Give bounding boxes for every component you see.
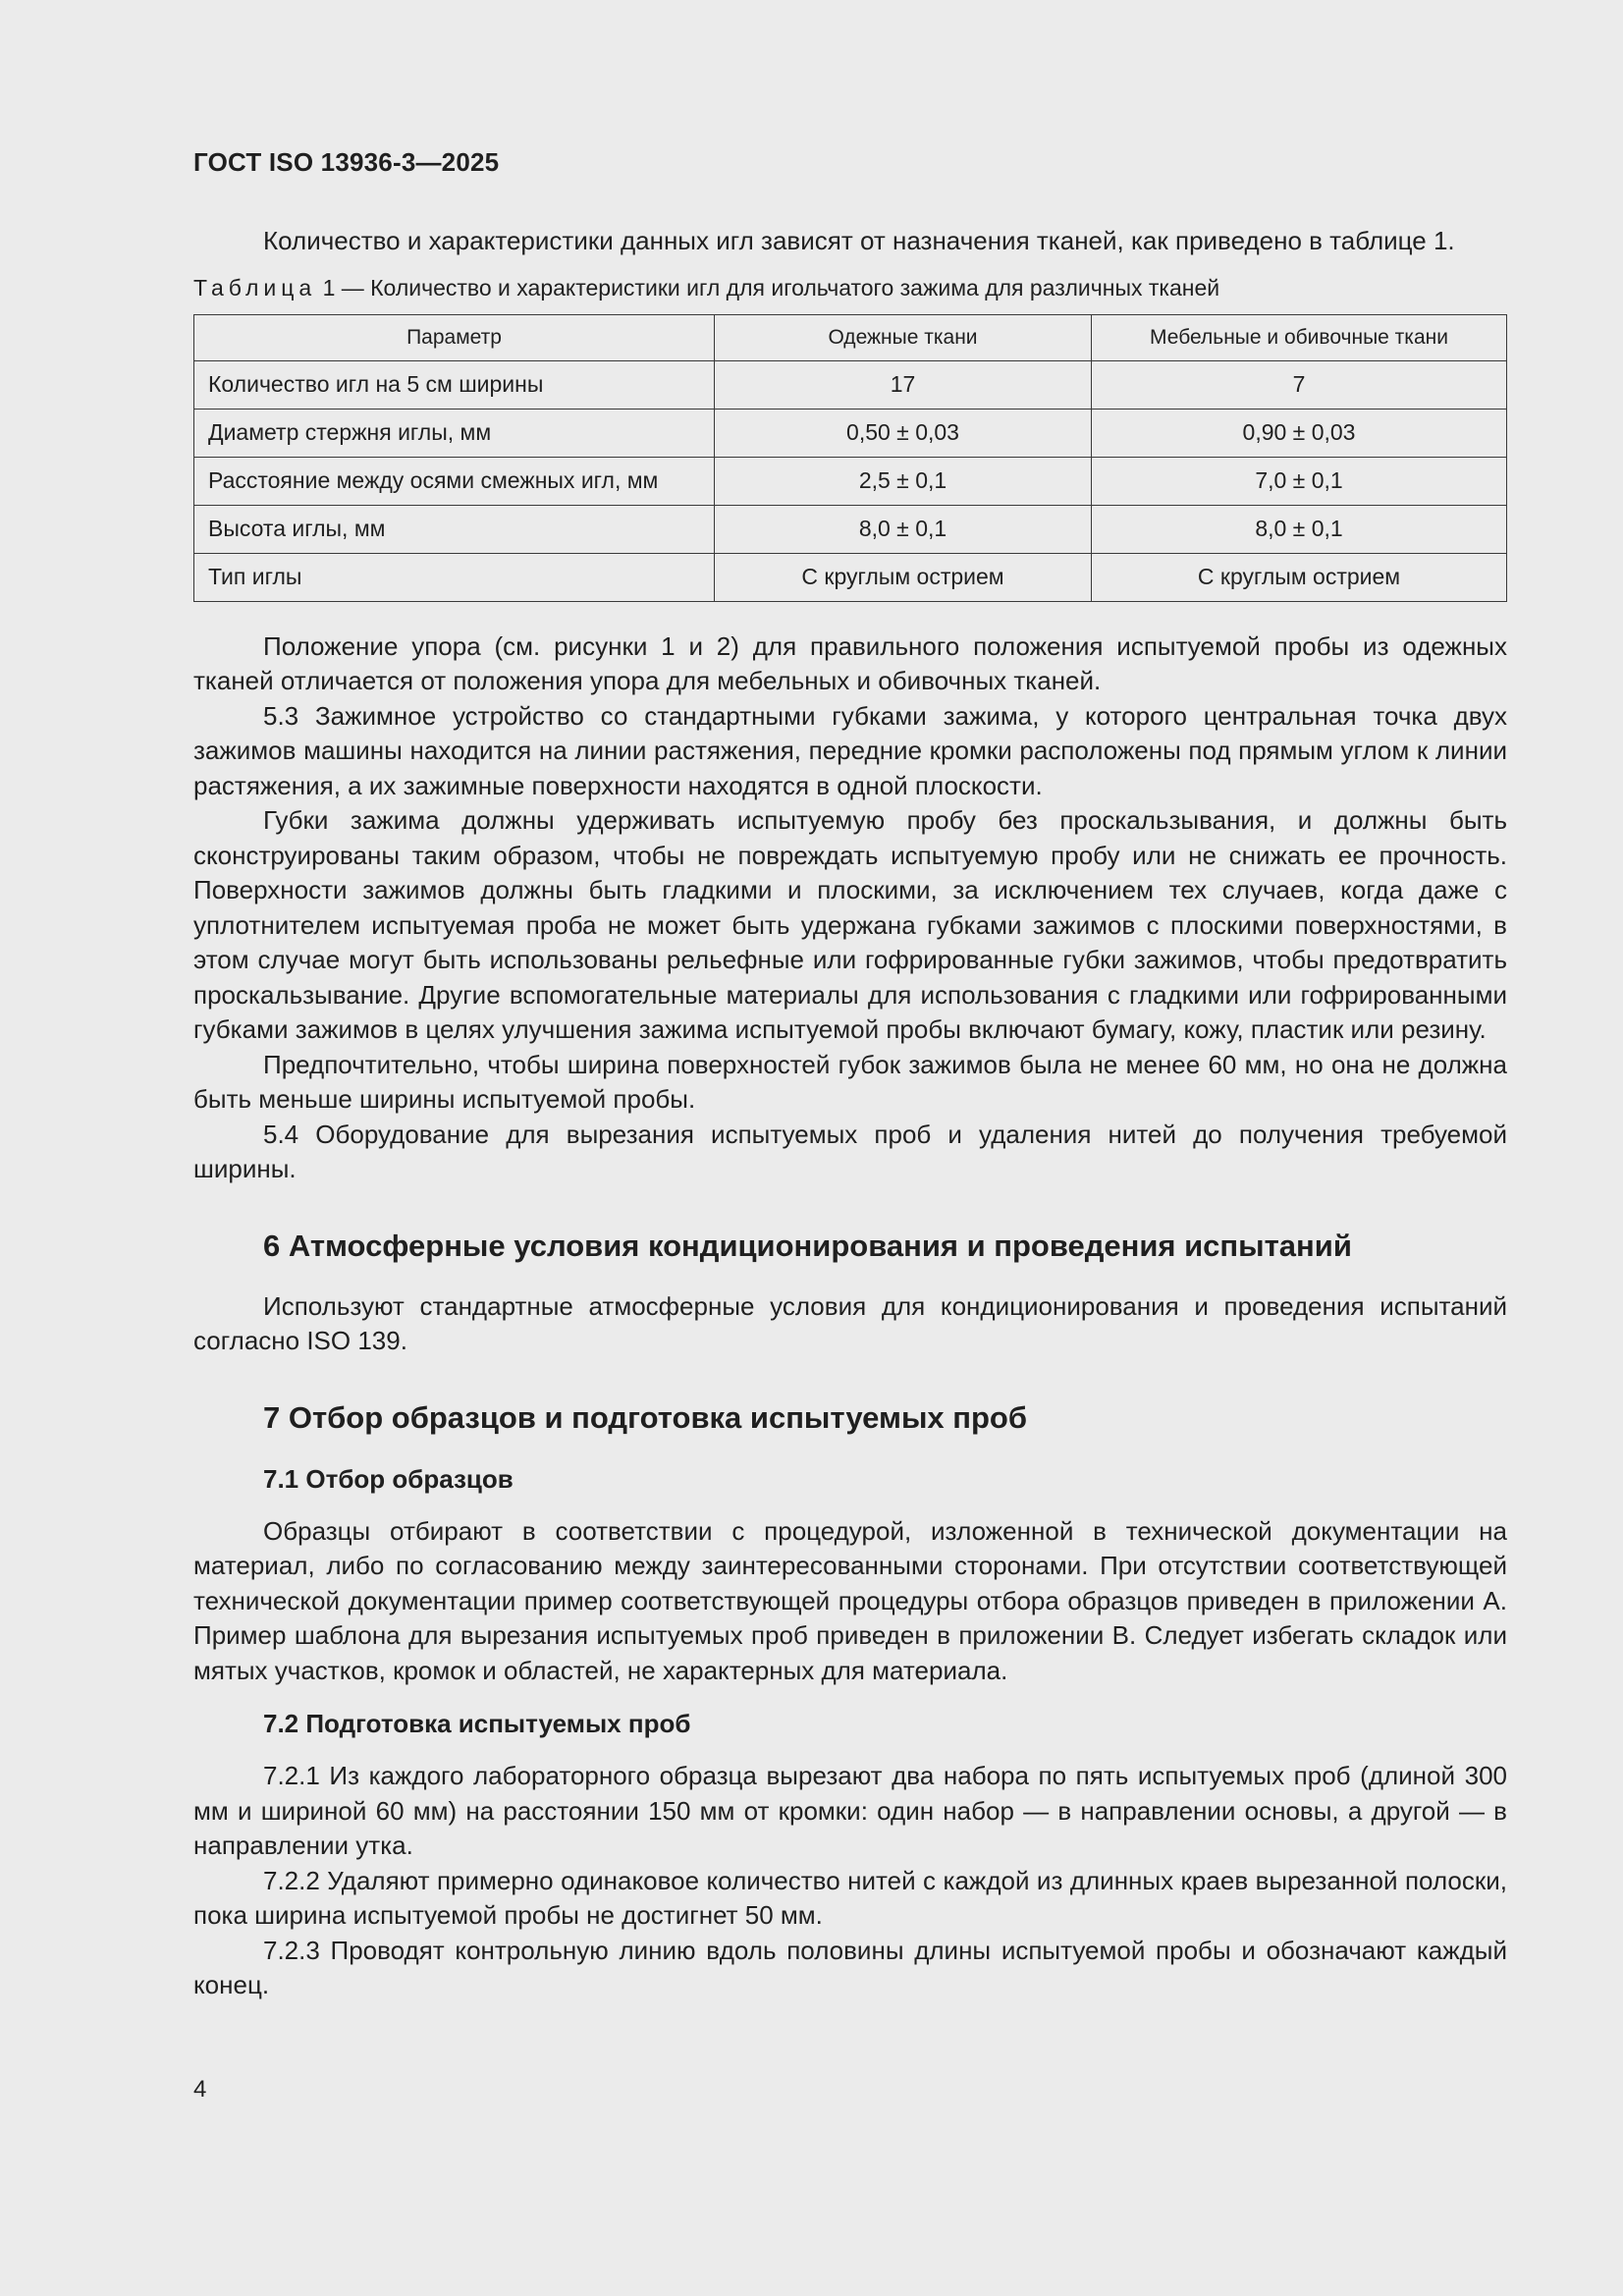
section-6-paragraph: Используют стандартные атмосферные условия для кондиционирования и проведения испытаний согласно ISO 139. [193,1290,1507,1355]
table-caption-text: 1 — Количество и характеристики игл для игольчатого зажима для различных тканей [316,274,1220,301]
page-number: 4 [193,2076,207,2103]
table-cell: 7,0 ± 0,1 [1092,457,1507,505]
table-cell: 0,90 ± 0,03 [1092,409,1507,457]
stop-position-paragraph: Положение упора (см. рисунки 1 и 2) для правильного положения испытуемой пробы из одежных тканей отличается от положения упора для мебельных и обивочных тканей. [193,630,1507,695]
table-header-cell: Параметр [194,314,715,360]
table-cell: Тип иглы [194,553,715,601]
table-cell: Высота иглы, мм [194,505,715,553]
clamp-jaws-paragraph: Губки зажима должны удерживать испытуемую пробу без проскальзывания, и должны быть сконструированы таким образом, чтобы не повреждать испытуемую пробу или не снижать ее прочность. Поверхности зажимов должны быть гладкими и плоскими, за исключением тех случаев, когда даже с уплотнителем испытуемая проба не может быть удержана губками зажимов с плоскими поверхностями, в этом случае могут быть использованы рельефные или гофрированные губки зажимов, чтобы предотвратить проскальзывание. Другие вспомогательные материалы для использования с гладкими или гофрированными губками зажимов в целях улучшения зажима испытуемой пробы включают бумагу, кожу, пластик или резину. [193,805,1507,1044]
section-7-heading: 7 Отбор образцов и подготовка испытуемых проб [263,1399,1028,1435]
table-cell: 17 [715,360,1092,409]
table-caption [193,273,1507,302]
table-row [194,360,1507,409]
table-cell: Диаметр стержня иглы, мм [194,409,715,457]
clause-7-2-1-paragraph: 7.2.1 Из каждого лабораторного образца вырезают два набора по пять испытуемых проб (длиной 300 мм и шириной 60 мм) на расстоянии 150 мм от кромки: один набор — в направлении основы, а другой — в направлении утка. [193,1761,1507,1860]
intro-paragraph: Количество и характеристики данных игл зависят от назначения тканей, как приведено в таблице 1. [263,226,1455,255]
table-cell: 8,0 ± 0,1 [715,505,1092,553]
section-6-heading: 6 Атмосферные условия кондиционирования и проведения испытаний [263,1228,1352,1263]
jaw-width-paragraph: Предпочтительно, чтобы ширина поверхностей губок зажимов была не менее 60 мм, но она не должна быть меньше ширины испытуемой пробы. [193,1049,1507,1114]
table-cell: 7 [1092,360,1507,409]
table-row [194,553,1507,601]
table-cell: Количество игл на 5 см ширины [194,360,715,409]
table-caption-label: Таблица [193,274,317,301]
subsection-7-2-heading: 7.2 Подготовка испытуемых проб [263,1709,691,1738]
clause-5-3-paragraph: 5.3 Зажимное устройство со стандартными губками зажима, у которого центральная точка двух зажимов машины находится на линии растяжения, передние кромки расположены под прямым углом к линии растяжения, а их зажимные поверхности находятся в одной плоскости. [193,700,1507,800]
table-header-row [194,314,1507,360]
document-body [193,224,1507,2003]
subsection-7-1-paragraph: Образцы отбирают в соответствии с процедурой, изложенной в технической документации на материал, либо по согласованию между заинтересованными сторонами. При отсутствии соответствующей технической документации пример соответствующей процедуры отбора образцов приведен в приложении А. Пример шаблона для вырезания испытуемых проб приведен в приложении В. Следует избегать складок или мятых участков, кромок и областей, не характерных для материала. [193,1515,1507,1685]
table-row [194,505,1507,553]
table-header-cell: Одежные ткани [715,314,1092,360]
clause-5-4-paragraph: 5.4 Оборудование для вырезания испытуемых проб и удаления нитей до получения требуемой ширины. [193,1119,1507,1183]
table-cell: 0,50 ± 0,03 [715,409,1092,457]
table-header-cell: Мебельные и обивочные ткани [1092,314,1507,360]
needle-parameters-table [193,314,1507,602]
table-cell: 2,5 ± 0,1 [715,457,1092,505]
table-row [194,457,1507,505]
table-cell: С круглым острием [715,553,1092,601]
table-cell: 8,0 ± 0,1 [1092,505,1507,553]
subsection-7-1-heading: 7.1 Отбор образцов [263,1463,514,1494]
clause-7-2-2-paragraph: 7.2.2 Удаляют примерно одинаковое количество нитей с каждой из длинных краев вырезанной полоски, пока ширина испытуемой пробы не достигнет 50 мм. [193,1865,1507,1930]
table-row [194,409,1507,457]
document-header: ГОСТ ISO 13936-3—2025 [193,147,500,177]
clause-7-2-3-paragraph: 7.2.3 Проводят контрольную линию вдоль половины длины испытуемой пробы и обозначают каждый конец. [193,1935,1507,1999]
table-cell: Расстояние между осями смежных игл, мм [194,457,715,505]
spacer [193,1688,1507,1706]
table-cell: С круглым острием [1092,553,1507,601]
